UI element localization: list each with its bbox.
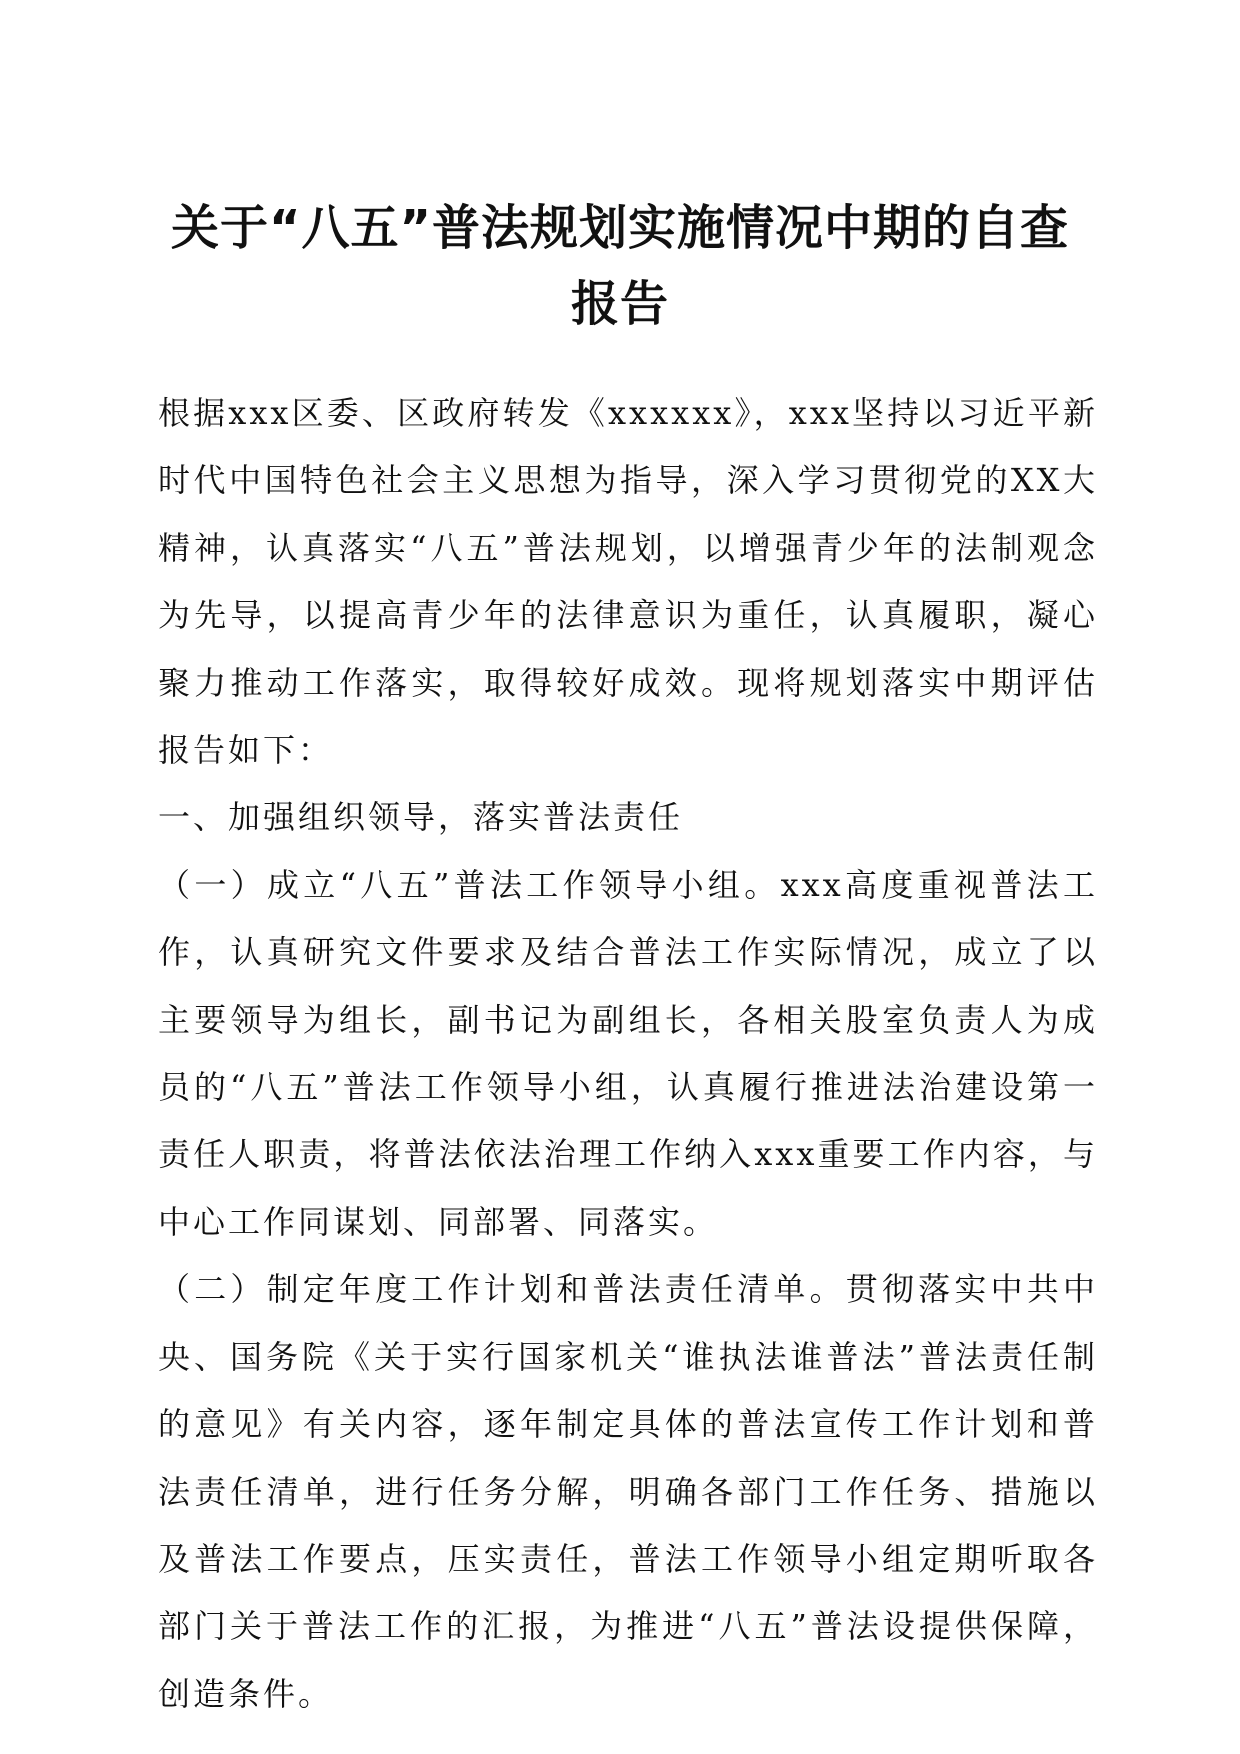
document-title: 关于“八五”普法规划实施情况中期的自查报告 [170,200,1070,332]
subsection-paragraph-2: （二）制定年度工作计划和普法责任清单。贯彻落实中共中央、国务院《关于实行国家机关“谁执法谁普法”普法责任制的意见》有关内容，逐年制定具体的普法宣传工作计划和普法责任清单，进行任务分解，明确各部门工作任务、措施以及普法工作要点，压实责任，普法工作领导小组定期听取各部门关于普法工作的汇报，为推进“八五”普法设提供保障，创造条件。 [158,1270,1098,1713]
document-body [158,380,1098,1728]
section-heading-1: 一、加强组织领导，落实普法责任 [158,798,684,837]
subsection-paragraph-1: （一）成立“八五”普法工作领导小组。xxx高度重视普法工作，认真研究文件要求及结合普法工作实际情况，成立了以主要领导为组长，副书记为副组长，各相关股室负责人为成员的“八五”普法工作领导小组，认真履行推进法治建设第一责任人职责，将普法依法治理工作纳入xxx重要工作内容，与中心工作同谋划、同部署、同落实。 [158,865,1098,1241]
intro-paragraph: 根据xxx区委、区政府转发《xxxxxx》，xxx坚持以习近平新时代中国特色社会主义思想为指导，深入学习贯彻党的XX大精神，认真落实“八五”普法规划，以增强青少年的法制观念为先导，以提高青少年的法律意识为重任，认真履职，凝心聚力推动工作落实，取得较好成效。现将规划落实中期评估报告如下： [158,394,1098,770]
